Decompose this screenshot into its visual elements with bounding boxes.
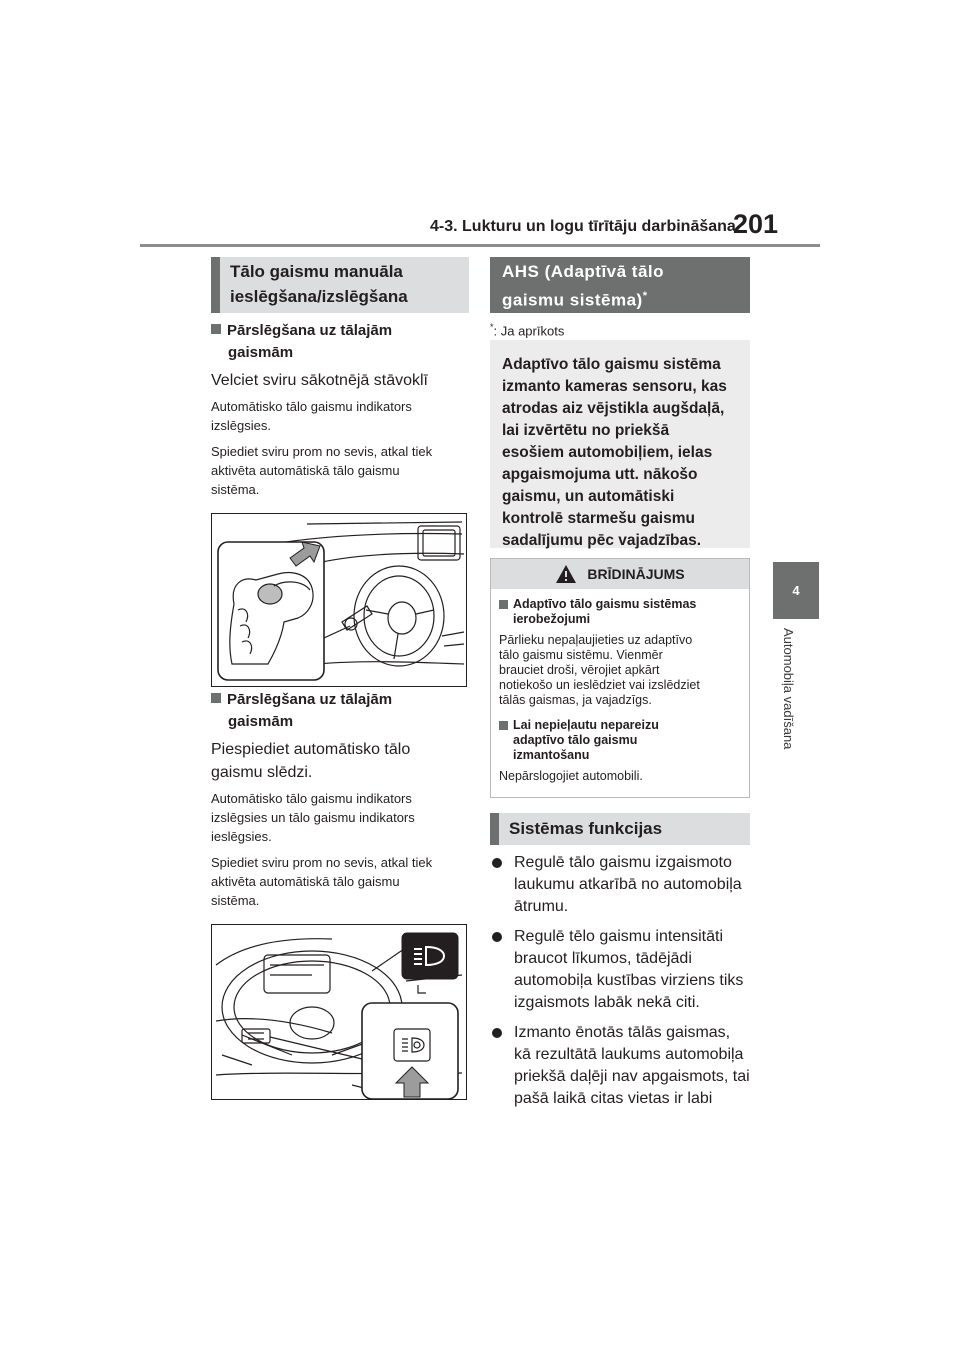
square-bullet-icon <box>499 721 508 730</box>
text-line: izslēgsies un tālo gaismu indikators <box>211 810 415 825</box>
paragraph-indicator-switch <box>211 789 471 846</box>
text-line: Regulē tēlo gaismu intensitāti <box>514 928 724 945</box>
text-line: automobiļa kustības virziens tiks <box>514 972 744 989</box>
subheading-text: Pārslēgšana uz tālajām <box>227 322 393 339</box>
ahs-description-box <box>490 340 750 548</box>
warning-body <box>491 589 749 790</box>
text-line: apgaismojuma utt. nākošo <box>502 466 698 483</box>
text-line: Automātisko tālo gaismu indikators <box>211 791 412 806</box>
section-heading-system-functions: Sistēmas funkcijas <box>490 813 750 845</box>
section-heading-line: Tālo gaismu manuāla <box>230 262 403 281</box>
paragraph-push-lever <box>211 442 471 499</box>
text-line: kā rezultātā laukums automobiļa <box>514 1046 744 1063</box>
list-item <box>490 852 752 918</box>
paragraph-push-lever-2 <box>211 853 471 910</box>
text-line: gaismu, un automātiski <box>502 488 675 505</box>
text-line: sadalījumu pēc vajadzības. <box>502 532 701 549</box>
square-bullet-icon <box>211 693 221 703</box>
text-line: sistēma. <box>211 482 260 497</box>
subheading-text: gaismām <box>228 713 294 730</box>
text-line: notiekošo un ieslēdziet vai izslēdziet <box>499 678 700 692</box>
square-bullet-icon <box>211 324 221 334</box>
square-bullet-icon <box>499 600 508 609</box>
footnote-marker: * <box>642 290 648 302</box>
text-line: tālās gaismas, ja vajadzīgs. <box>499 693 652 707</box>
text-line: aktivēta automātiskā tālo gaismu <box>211 874 400 889</box>
text-line: Regulē tālo gaismu izgaismoto <box>514 854 732 871</box>
text-line: Spiediet sviru prom no sevis, atkal tiek <box>211 444 433 459</box>
text-line: laukumu atkarībā no automobiļa <box>514 876 742 893</box>
list-item <box>490 1022 752 1110</box>
warning-box <box>490 558 750 798</box>
text-line: Lai nepieļautu nepareizu <box>513 718 659 732</box>
subheading-text: Pārslēgšana uz tālajām <box>227 691 393 708</box>
text-line: brauciet droši, vērojiet apkārt <box>499 663 660 677</box>
list-item <box>490 926 752 1014</box>
warning-triangle-icon <box>555 564 577 584</box>
text-line: Adaptīvo tālo gaismu sistēma <box>502 356 721 373</box>
header-rule <box>140 244 820 247</box>
illustration-auto-high-beam-switch <box>211 924 467 1100</box>
footnote-equipped <box>490 322 564 338</box>
lever-illustration-svg <box>212 514 466 686</box>
chapter-tab: 4 <box>773 562 819 619</box>
section-heading-line: AHS (Adaptīvā tālo <box>502 262 665 281</box>
text-line: Adaptīvo tālo gaismu sistēmas <box>513 597 697 611</box>
text-line: izmanto kameras sensoru, kas <box>502 378 727 395</box>
text-line: Automātisko tālo gaismu indikators <box>211 399 412 414</box>
text-line: tālo gaismu sistēmu. Vienmēr <box>499 648 663 662</box>
functions-list <box>490 852 752 1110</box>
warning-title: BRĪDINĀJUMS <box>587 566 685 582</box>
text-line: priekšā daļēji nav apgaismots, tai <box>514 1068 750 1085</box>
subheading-text: gaismām <box>228 344 294 361</box>
text-line: adaptīvo tālo gaismu <box>513 733 638 747</box>
subheading-switch-to-high-beam-1 <box>211 320 471 364</box>
page-number: 201 <box>733 209 779 239</box>
text-line: atrodas aiz vējstikla augšdaļā, <box>502 400 725 417</box>
text-line: izmantošanu <box>513 748 590 762</box>
text-line: esošiem automobiļiem, ielas <box>502 444 713 461</box>
section-heading-ahs <box>490 257 750 313</box>
text-line: Spiediet sviru prom no sevis, atkal tiek <box>211 855 433 870</box>
text-line: izslēgsies. <box>211 418 271 433</box>
text-line: lai izvērtētu no priekšā <box>502 422 670 439</box>
warning-subheading <box>499 718 741 763</box>
illustration-headlight-lever <box>211 513 467 687</box>
section-heading-line: gaismu sistēma) <box>502 290 643 310</box>
switch-illustration-svg <box>212 925 466 1099</box>
text-line: braucot līkumos, tādējādi <box>514 950 692 967</box>
text-line: Piespiediet automātisko tālo <box>211 741 411 758</box>
text-line: izgaismots labāk nekā citi. <box>514 994 700 1011</box>
section-heading-line: ieslēgšana/izslēgšana <box>230 287 408 306</box>
instruction-lead-2 <box>211 738 471 784</box>
text-line: ierobežojumi <box>513 612 591 626</box>
text-line: Izmanto ēnotās tālās gaismas, <box>514 1024 731 1041</box>
text-line: ātrumu. <box>514 898 569 915</box>
text-line: Nepārslogojiet automobili. <box>499 769 643 783</box>
text-line: ieslēgsies. <box>211 829 272 844</box>
text-line: gaismu slēdzi. <box>211 764 313 781</box>
warning-header <box>491 559 749 589</box>
paragraph-indicator-off <box>211 397 471 435</box>
warning-subheading <box>499 597 741 627</box>
chapter-label <box>780 628 812 768</box>
instruction-lead-1: Velciet sviru sākotnējā stāvoklī <box>211 372 428 389</box>
footnote-marker: * <box>490 322 494 332</box>
text-line: kontrolē starmešu gaismu <box>502 510 695 527</box>
section-heading-manual-high-beam <box>211 257 469 313</box>
warning-text <box>499 769 741 784</box>
text-line: sistēma. <box>211 893 260 908</box>
text-line: pašā laikā citas vietas ir labi <box>514 1090 713 1107</box>
running-header: 4-3. Lukturu un logu tīrītāju darbināšana <box>430 218 736 235</box>
subheading-switch-to-high-beam-2 <box>211 689 471 733</box>
chapter-label-text: Automobiļa vadīšana <box>781 628 796 750</box>
footnote-text: : Ja aprīkots <box>493 323 565 339</box>
text-line: aktivēta automātiskā tālo gaismu <box>211 463 400 478</box>
warning-text <box>499 633 741 708</box>
text-line: Pārlieku nepaļaujieties uz adaptīvo <box>499 633 693 647</box>
